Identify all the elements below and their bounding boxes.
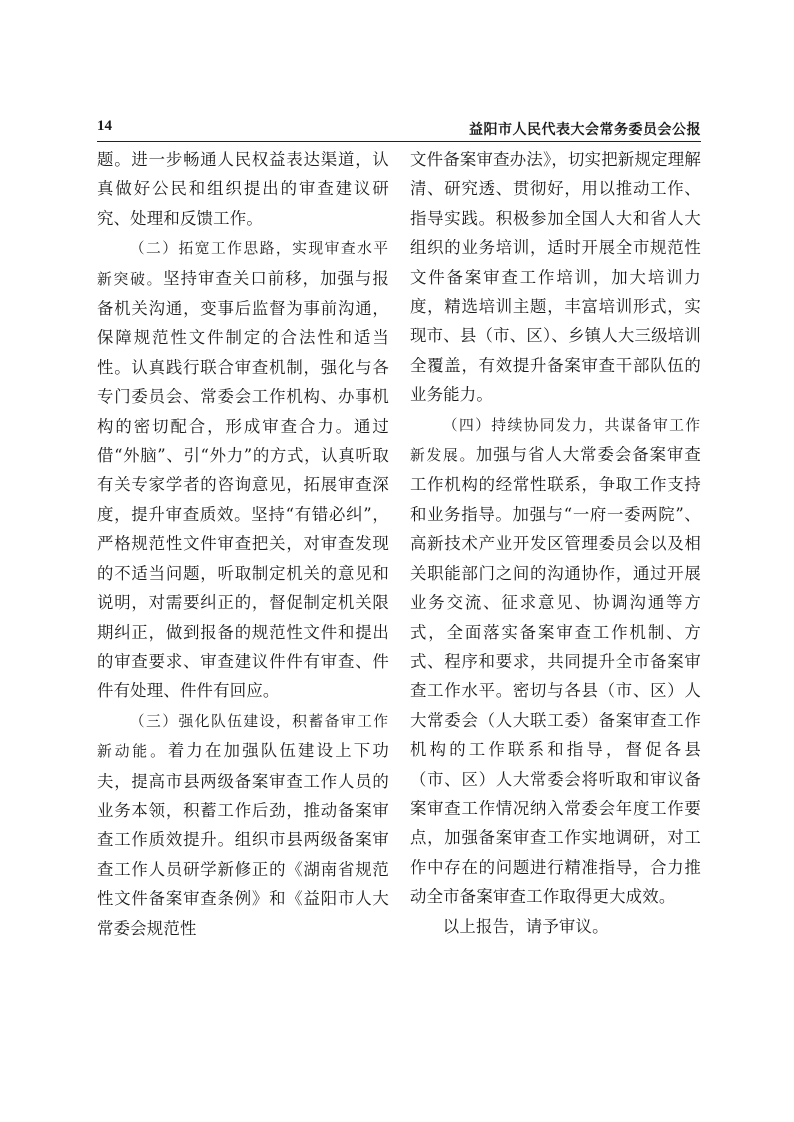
section-heading-3: （三）强化队伍建设，积蓄备审工作新动能。 [97,712,389,761]
left-paragraph-3 [97,706,389,943]
right-column [410,145,701,941]
section-heading-4: （四）持续协同发力，共谋备审工作新发展。 [410,416,701,465]
closing-paragraph: 以上报告，请予审议。 [442,916,609,936]
page-header [97,118,701,142]
section-body-2: 坚持审查关口前移，加强与报备机关沟通，变事后监督为事前沟通，保障规范性文件制定的合法性和适当性。认真践行联合审查机制，强化与各专门委员会、常委会工作机构、办事机构的密切配合，形成审查合力。通过借“外脑”、引“外力”的方式，认真听取有关专家学者的咨询意见，拓展审查深度，提升审查质效。坚持“有错必纠”，严格规范性文件审查把关，对审查发现的不适当问题，听取制定机关的意见和说明，对需要纠正的，督促制定机关限期纠正，做到报备的规范性文件和提出的审查要求、审查建议件件有审查、件件有处理、件件有回应。 [97,268,389,701]
left-column [97,145,389,943]
journal-title: 益阳市人民代表大会常务委员会公报 [469,122,701,138]
section-body-3: 着力在加强队伍建设上下功夫，提高市县两级备案审查工作人员的业务本领，积蓄工作后劲，推动备案审查工作质效提升。组织市县两级备案审查工作人员研学新修正的《湖南省规范性文件备案审查条例》和《益阳市人大常委会规范性 [97,741,389,938]
page-number: 14 [97,118,112,134]
header-rule [97,141,701,142]
left-paragraph-1: 题。进一步畅通人民权益表达渠道，认真做好公民和组织提出的审查建议研究、处理和反馈工作。 [97,150,389,228]
section-heading-2: （二）拓宽工作思路，实现审查水平新突破。 [97,240,389,288]
section-body-4: 加强与省人大常委会备案审查工作机构的经常性联系，争取工作支持和业务指导。加强与“一府一委两院”、高新技术产业开发区管理委员会以及相关职能部门之间的沟通协作，通过开展业务交流、征求意见、协调沟通等方式，全面落实备案审查工作机制、方式、程序和要求，共同提升全市备案审查工作水平。密切与各县（市、区）人大常委会（人大联工委）备案审查工作机构的工作联系和指导，督促各县（市、区）人大常委会将听取和审议备案审查工作情况纳入常委会年度工作要点，加强备案审查工作实地调研，对工作中存在的问题进行精准指导，合力推动全市备案审查工作取得更大成效。 [410,445,701,907]
left-paragraph-2 [97,233,389,706]
right-paragraph-1: 文件备案审查办法》，切实把新规定理解清、研究透、贯彻好，用以推动工作、指导实践。积极参加全国人大和省人大组织的业务培训，适时开展全市规范性文件备案审查工作培训，加大培训力度，精选培训主题，丰富培训形式，实现市、县（市、区）、乡镇人大三级培训全覆盖，有效提升备案审查干部队伍的业务能力。 [410,150,701,405]
right-paragraph-2 [410,410,701,912]
